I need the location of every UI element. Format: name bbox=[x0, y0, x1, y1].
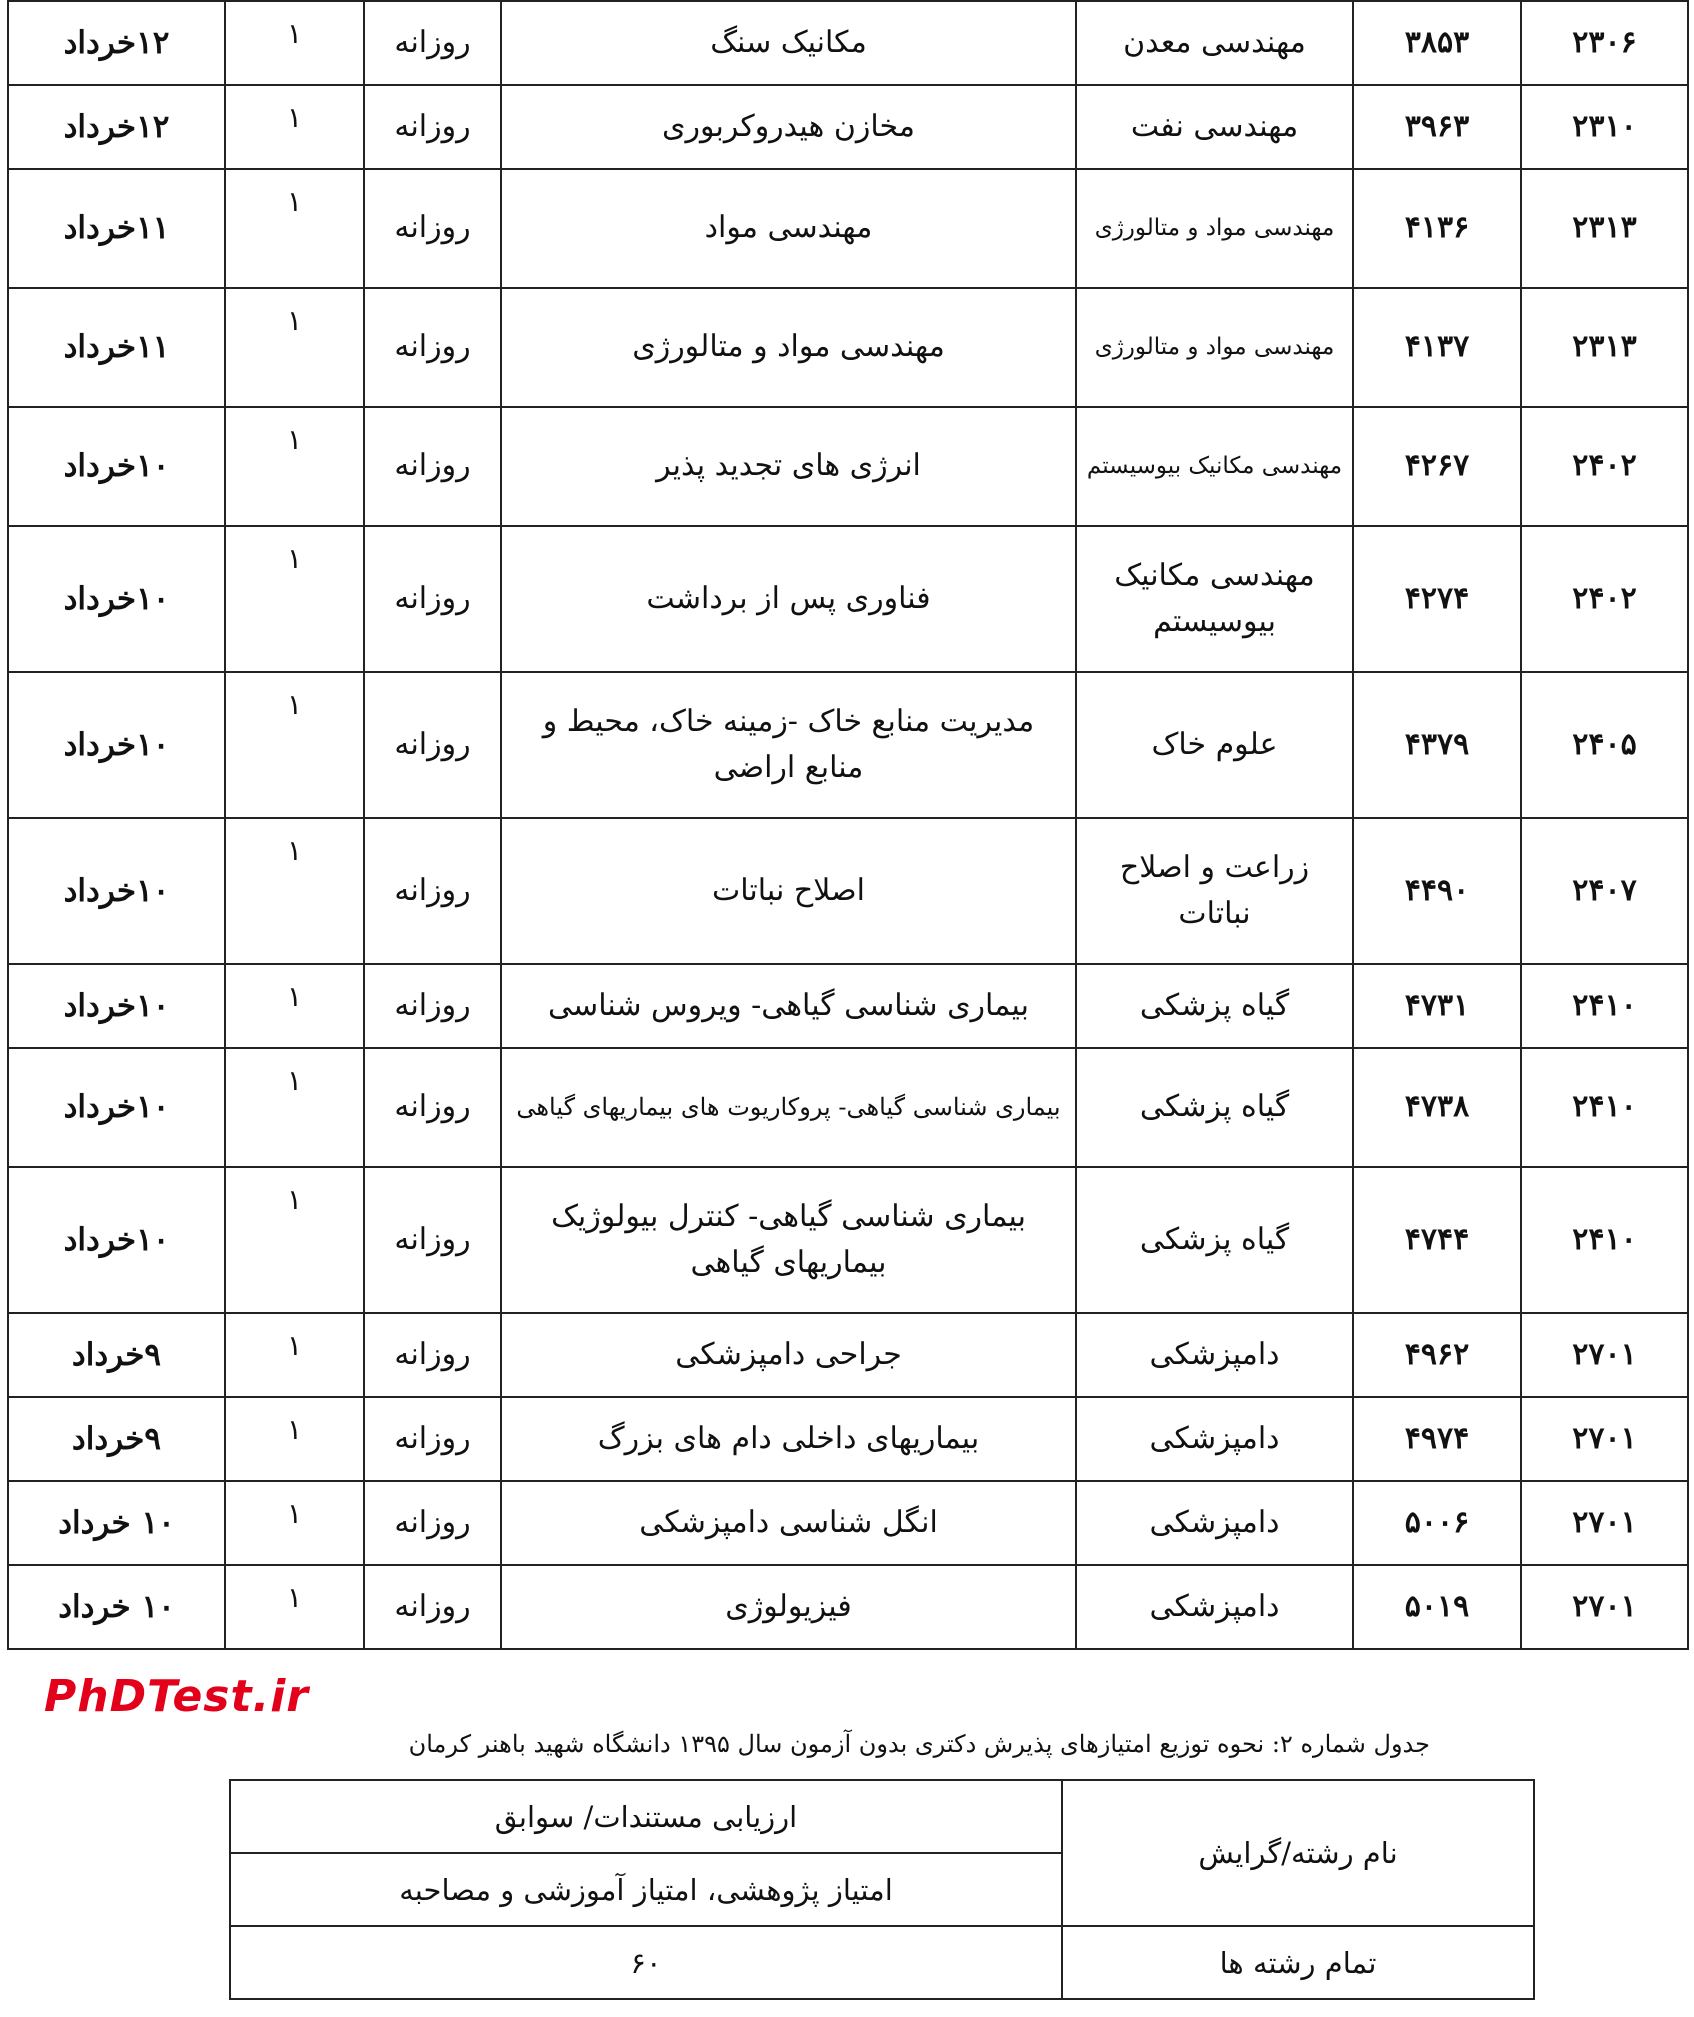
cell-code-1: ۲۳۱۰ bbox=[1521, 85, 1688, 169]
table-row bbox=[8, 169, 1688, 288]
cell-date: ۱۰خرداد bbox=[8, 818, 225, 964]
cell-capacity: ۱ bbox=[225, 672, 364, 818]
scores-header-field: نام رشته/گرایش bbox=[1062, 1780, 1534, 1926]
table-row bbox=[8, 1397, 1688, 1481]
cell-capacity: ۱ bbox=[225, 818, 364, 964]
cell-code-1: ۲۴۱۰ bbox=[1521, 1167, 1688, 1313]
cell-field: گیاه پزشکی bbox=[1076, 1167, 1353, 1313]
cell-capacity: ۱ bbox=[225, 1565, 364, 1649]
cell-capacity: ۱ bbox=[225, 1, 364, 85]
cell-code-1: ۲۴۰۷ bbox=[1521, 818, 1688, 964]
cell-trend: فناوری پس از برداشت bbox=[501, 526, 1076, 672]
cell-code-2: ۴۲۷۴ bbox=[1353, 526, 1521, 672]
cell-code-2: ۴۱۳۶ bbox=[1353, 169, 1521, 288]
table-row bbox=[8, 1565, 1688, 1649]
cell-type: روزانه bbox=[364, 1565, 501, 1649]
table-row bbox=[8, 85, 1688, 169]
cell-trend: بیماری شناسی گیاهی- کنترل بیولوژیک بیماریهای گیاهی bbox=[501, 1167, 1076, 1313]
cell-code-2: ۳۹۶۳ bbox=[1353, 85, 1521, 169]
cell-capacity: ۱ bbox=[225, 526, 364, 672]
scores-data-row bbox=[230, 1926, 1534, 1999]
cell-type: روزانه bbox=[364, 1481, 501, 1565]
cell-code-1: ۲۳۱۳ bbox=[1521, 169, 1688, 288]
cell-capacity: ۱ bbox=[225, 1481, 364, 1565]
cell-code-2: ۳۸۵۳ bbox=[1353, 1, 1521, 85]
cell-date: ۹خرداد bbox=[8, 1397, 225, 1481]
cell-type: روزانه bbox=[364, 1048, 501, 1167]
scores-row-field: تمام رشته ها bbox=[1062, 1926, 1534, 1999]
cell-code-1: ۲۴۱۰ bbox=[1521, 1048, 1688, 1167]
cell-type: روزانه bbox=[364, 1, 501, 85]
cell-trend: فیزیولوژی bbox=[501, 1565, 1076, 1649]
scores-header-row bbox=[230, 1780, 1534, 1853]
cell-date: ۱۰خرداد bbox=[8, 672, 225, 818]
cell-field: گیاه پزشکی bbox=[1076, 964, 1353, 1048]
cell-code-2: ۴۴۹۰ bbox=[1353, 818, 1521, 964]
cell-capacity: ۱ bbox=[225, 1048, 364, 1167]
table-row bbox=[8, 1048, 1688, 1167]
phdtest-logo: PhDTest.ir bbox=[44, 1671, 309, 1722]
cell-field: مهندسی مکانیک بیوسیستم bbox=[1076, 526, 1353, 672]
cell-code-1: ۲۷۰۱ bbox=[1521, 1565, 1688, 1649]
scores-row-value: ۶۰ bbox=[230, 1926, 1062, 1999]
cell-code-2: ۴۷۳۸ bbox=[1353, 1048, 1521, 1167]
cell-type: روزانه bbox=[364, 672, 501, 818]
cell-code-1: ۲۴۰۲ bbox=[1521, 407, 1688, 526]
cell-date: ۱۰ خرداد bbox=[8, 1481, 225, 1565]
cell-type: روزانه bbox=[364, 1397, 501, 1481]
cell-type: روزانه bbox=[364, 1313, 501, 1397]
cell-type: روزانه bbox=[364, 526, 501, 672]
cell-field: زراعت و اصلاح نباتات bbox=[1076, 818, 1353, 964]
admissions-table bbox=[7, 0, 1689, 1650]
cell-date: ۱۰خرداد bbox=[8, 1048, 225, 1167]
scores-header-eval: ارزیابی مستندات/ سوابق bbox=[230, 1780, 1062, 1853]
admissions-table-body bbox=[8, 1, 1688, 1649]
cell-date: ۱۱خرداد bbox=[8, 169, 225, 288]
cell-capacity: ۱ bbox=[225, 288, 364, 407]
cell-code-2: ۴۲۶۷ bbox=[1353, 407, 1521, 526]
cell-code-2: ۴۱۳۷ bbox=[1353, 288, 1521, 407]
cell-field: مهندسی مکانیک بیوسیستم bbox=[1076, 407, 1353, 526]
cell-date: ۱۰خرداد bbox=[8, 407, 225, 526]
cell-trend: اصلاح نباتات bbox=[501, 818, 1076, 964]
cell-code-1: ۲۳۰۶ bbox=[1521, 1, 1688, 85]
cell-type: روزانه bbox=[364, 407, 501, 526]
cell-capacity: ۱ bbox=[225, 407, 364, 526]
cell-trend: مهندسی مواد و متالورژی bbox=[501, 288, 1076, 407]
cell-trend: مخازن هیدروکربوری bbox=[501, 85, 1076, 169]
cell-code-2: ۴۳۷۹ bbox=[1353, 672, 1521, 818]
table-caption: جدول شماره ۲: نحوه توزیع امتیازهای پذیرش دکتری بدون آزمون سال ۱۳۹۵ دانشگاه شهید باهنر کرمان bbox=[408, 1730, 1430, 1758]
table-row bbox=[8, 407, 1688, 526]
cell-date: ۹خرداد bbox=[8, 1313, 225, 1397]
scores-header-components: امتیاز پژوهشی، امتیاز آموزشی و مصاحبه bbox=[230, 1853, 1062, 1926]
cell-code-2: ۵۰۱۹ bbox=[1353, 1565, 1521, 1649]
cell-type: روزانه bbox=[364, 169, 501, 288]
table-row bbox=[8, 288, 1688, 407]
cell-type: روزانه bbox=[364, 964, 501, 1048]
table-row bbox=[8, 1, 1688, 85]
table-row bbox=[8, 1481, 1688, 1565]
table-row bbox=[8, 672, 1688, 818]
cell-trend: بیماریهای داخلی دام های بزرگ bbox=[501, 1397, 1076, 1481]
cell-trend: مکانیک سنگ bbox=[501, 1, 1076, 85]
cell-trend: مدیریت منابع خاک -زمینه خاک، محیط و منابع اراضی bbox=[501, 672, 1076, 818]
cell-capacity: ۱ bbox=[225, 1397, 364, 1481]
cell-capacity: ۱ bbox=[225, 1167, 364, 1313]
cell-trend: جراحی دامپزشکی bbox=[501, 1313, 1076, 1397]
cell-code-2: ۴۹۷۴ bbox=[1353, 1397, 1521, 1481]
cell-field: دامپزشکی bbox=[1076, 1397, 1353, 1481]
cell-date: ۱۰ خرداد bbox=[8, 1565, 225, 1649]
cell-code-1: ۲۷۰۱ bbox=[1521, 1481, 1688, 1565]
cell-date: ۱۲خرداد bbox=[8, 85, 225, 169]
cell-code-2: ۵۰۰۶ bbox=[1353, 1481, 1521, 1565]
cell-code-1: ۲۴۱۰ bbox=[1521, 964, 1688, 1048]
cell-code-2: ۴۷۳۱ bbox=[1353, 964, 1521, 1048]
cell-capacity: ۱ bbox=[225, 964, 364, 1048]
cell-code-1: ۲۴۰۵ bbox=[1521, 672, 1688, 818]
cell-code-1: ۲۳۱۳ bbox=[1521, 288, 1688, 407]
scores-table bbox=[229, 1779, 1535, 2000]
cell-capacity: ۱ bbox=[225, 1313, 364, 1397]
cell-trend: بیماری شناسی گیاهی- ویروس شناسی bbox=[501, 964, 1076, 1048]
cell-field: دامپزشکی bbox=[1076, 1481, 1353, 1565]
cell-trend: انگل شناسی دامپزشکی bbox=[501, 1481, 1076, 1565]
cell-date: ۱۰خرداد bbox=[8, 964, 225, 1048]
cell-type: روزانه bbox=[364, 818, 501, 964]
table-row bbox=[8, 1313, 1688, 1397]
cell-type: روزانه bbox=[364, 1167, 501, 1313]
cell-field: علوم خاک bbox=[1076, 672, 1353, 818]
table-row bbox=[8, 964, 1688, 1048]
cell-type: روزانه bbox=[364, 85, 501, 169]
cell-code-1: ۲۷۰۱ bbox=[1521, 1397, 1688, 1481]
table-row bbox=[8, 818, 1688, 964]
cell-field: مهندسی مواد و متالورژی bbox=[1076, 169, 1353, 288]
cell-date: ۱۰خرداد bbox=[8, 526, 225, 672]
cell-date: ۱۰خرداد bbox=[8, 1167, 225, 1313]
cell-trend: بیماری شناسی گیاهی- پروکاریوت های بیماریهای گیاهی bbox=[501, 1048, 1076, 1167]
cell-code-2: ۴۹۶۲ bbox=[1353, 1313, 1521, 1397]
cell-field: گیاه پزشکی bbox=[1076, 1048, 1353, 1167]
cell-date: ۱۱خرداد bbox=[8, 288, 225, 407]
cell-trend: مهندسی مواد bbox=[501, 169, 1076, 288]
cell-capacity: ۱ bbox=[225, 85, 364, 169]
table-row bbox=[8, 1167, 1688, 1313]
cell-capacity: ۱ bbox=[225, 169, 364, 288]
cell-field: مهندسی مواد و متالورژی bbox=[1076, 288, 1353, 407]
cell-field: دامپزشکی bbox=[1076, 1565, 1353, 1649]
cell-trend: انرژی های تجدید پذیر bbox=[501, 407, 1076, 526]
cell-date: ۱۲خرداد bbox=[8, 1, 225, 85]
table-row bbox=[8, 526, 1688, 672]
cell-type: روزانه bbox=[364, 288, 501, 407]
cell-field: مهندسی معدن bbox=[1076, 1, 1353, 85]
cell-code-1: ۲۷۰۱ bbox=[1521, 1313, 1688, 1397]
cell-code-2: ۴۷۴۴ bbox=[1353, 1167, 1521, 1313]
cell-field: مهندسی نفت bbox=[1076, 85, 1353, 169]
cell-field: دامپزشکی bbox=[1076, 1313, 1353, 1397]
cell-code-1: ۲۴۰۲ bbox=[1521, 526, 1688, 672]
